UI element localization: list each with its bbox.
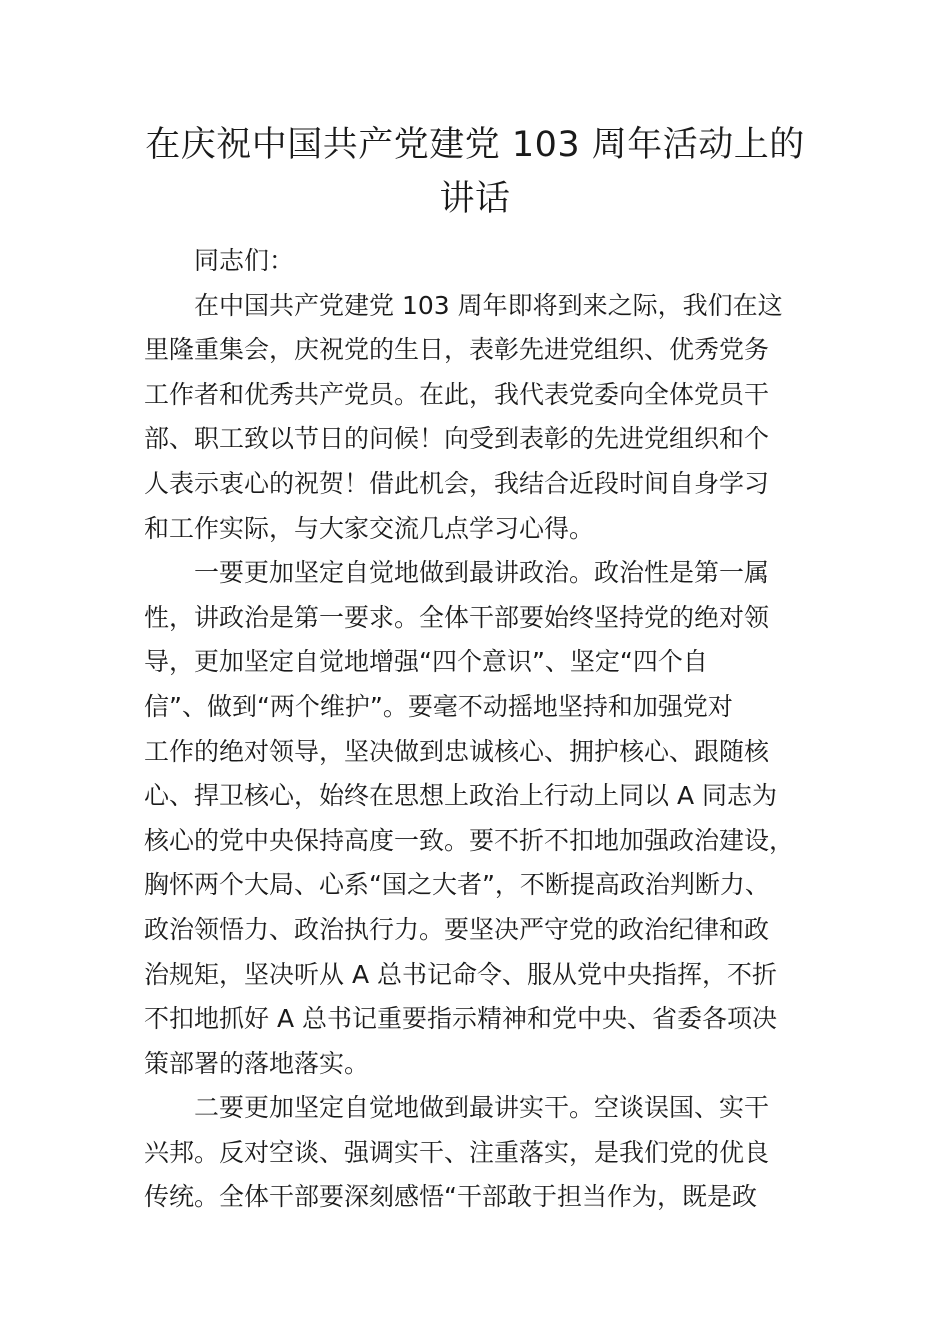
body-line: 传统。全体干部要深刻感悟“干部敢于担当作为，既是政 [144, 1182, 757, 1212]
body-line: 核心的党中央保持高度一致。要不折不扣地加强政治建设， [144, 825, 795, 855]
body-line: 兴邦。反对空谈、强调实干、注重落实，是我们党的优良 [144, 1137, 770, 1167]
body-line: 不扣地抓好 A 总书记重要指示精神和党中央、省委各项决 [144, 1004, 777, 1034]
document-title [120, 118, 830, 226]
body-line: 心、捍卫核心，始终在思想上政治上行动上同以 A 同志为 [144, 781, 777, 811]
body-line: 部、职工致以节日的问候！向受到表彰的先进党组织和个 [144, 424, 770, 454]
title-line-1: 在庆祝中国共产党建党 103 周年活动上的 [145, 125, 805, 165]
body-line: 一要更加坚定自觉地做到最讲政治。政治性是第一属 [194, 558, 770, 588]
body-line: 治规矩，坚决听从 A 总书记命令、服从党中央指挥，不折 [144, 959, 777, 989]
body-line: 政治领悟力、政治执行力。要坚决严守党的政治纪律和政 [144, 914, 770, 944]
body-line: 导，更加坚定自觉地增强“四个意识”、坚定“四个自 [144, 647, 708, 677]
body-line: 策部署的落地落实。 [144, 1048, 370, 1078]
body-line: 信”、做到“两个维护”。要毫不动摇地坚持和加强党对 [144, 691, 733, 721]
body-line: 和工作实际，与大家交流几点学习心得。 [144, 513, 595, 543]
title-line-2: 讲话 [439, 179, 511, 219]
body-line: 人表示衷心的祝贺！借此机会，我结合近段时间自身学习 [144, 468, 770, 498]
body-line: 工作的绝对领导，坚决做到忠诚核心、拥护核心、跟随核 [144, 736, 770, 766]
body-line: 胸怀两个大局、心系“国之大者”，不断提高政治判断力、 [144, 870, 770, 900]
salutation: 同志们： [194, 246, 295, 275]
body-line: 里隆重集会，庆祝党的生日，表彰先进党组织、优秀党务 [144, 335, 770, 365]
body-line: 在中国共产党建党 103 周年即将到来之际，我们在这 [194, 290, 783, 320]
body-line: 工作者和优秀共产党员。在此，我代表党委向全体党员干 [144, 379, 770, 409]
body-line: 性，讲政治是第一要求。全体干部要始终坚持党的绝对领 [144, 602, 770, 632]
document-body [144, 239, 824, 1220]
body-line: 二要更加坚定自觉地做到最讲实干。空谈误国、实干 [194, 1093, 770, 1123]
